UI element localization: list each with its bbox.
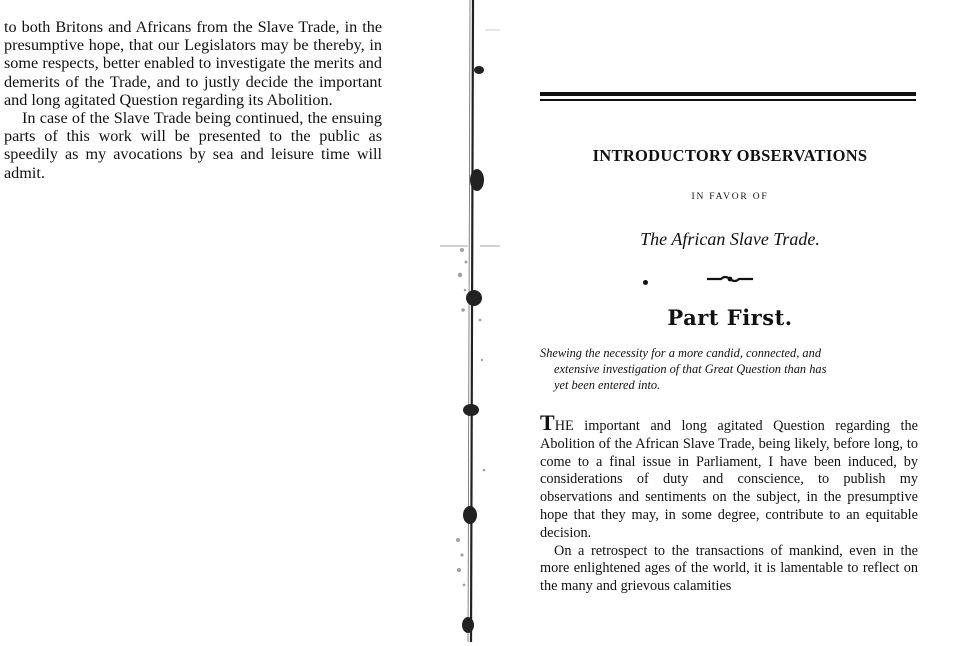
left-page-text (4, 18, 382, 182)
ornament-icon (705, 272, 755, 286)
subject-title: The African Slave Trade. (640, 229, 820, 249)
summary-line-2: extensive investigation of that Great Question than has (554, 362, 827, 377)
left-paragraph-1: to both Britons and Africans from the Slave Trade, in the presumptive hope, that our Legislators may be thereby, in some respects, better enabled to investigate the merits and demerits of the Trade, and to justly decide the important and long agitated Question regarding its Abolition. (4, 18, 382, 109)
summary-line-1: Shewing the necessity for a more candid, connected, and (540, 346, 822, 360)
body-paragraph-2: On a retrospect to the transactions of mankind, even in the more enlightened ages of the world, it is lamentable to reflect on the many and grievous calamities (540, 542, 918, 595)
header-rule-thin (540, 99, 916, 101)
body-paragraph-1 (540, 410, 918, 543)
body-paragraph-1-text: HE important and long agitated Question regarding the Abolition of the African Slave Trade, being likely, before long, to come to a final issue in Parliament, I have been induced, by considerations of duty and conscience, to publish my observations and sentiments on the subject, in the presumptive hope that they may, in some degree, contribute to an equitable decision. (540, 418, 918, 541)
stray-mark (643, 280, 648, 285)
part-summary (540, 345, 918, 394)
chapter-heading: INTRODUCTORY OBSERVATIONS (592, 146, 868, 165)
book-gutter (440, 0, 515, 642)
gutter-binding-shadow (440, 0, 515, 642)
body-text (540, 410, 918, 596)
header-rule-thick (540, 92, 916, 96)
part-title: Part First. (667, 305, 793, 330)
left-paragraph-2: In case of the Slave Trade being continued, the ensuing parts of this work will be presented to the public as speedily as my avocations by sea and leisure time will admit. (4, 109, 382, 182)
right-page (515, 0, 980, 642)
left-page (0, 0, 440, 642)
drop-cap: T (540, 410, 555, 435)
summary-line-3: yet been entered into. (554, 378, 661, 393)
in-favor-subtitle: IN FAVOR OF (691, 192, 769, 202)
